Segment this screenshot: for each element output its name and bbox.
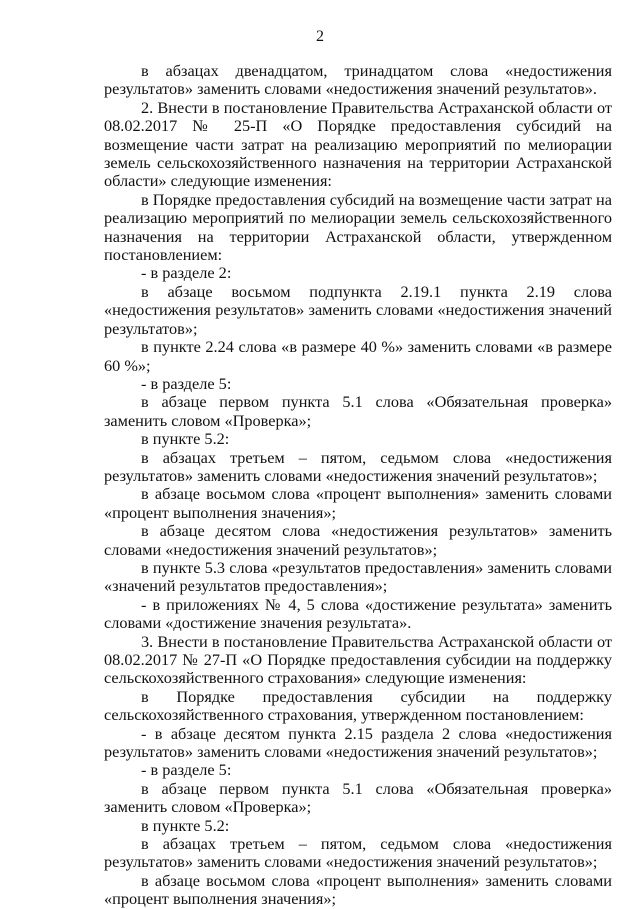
paragraph: 2. Внести в постановление Правительства Астраханской области от 08.02.2017 № 25-П «О Порядке предоставления субсидий на возмещение части затрат на реализацию мероприятий по мелиорации земель сельскохозяйственного назначения на территории Астраханской области» следующие изменения:: [104, 97, 612, 191]
paragraph: в абзаце десятом слова «недостижения результатов» заменить словами «недостижения значений результатов»;: [104, 521, 612, 559]
paragraph: в Порядке предоставления субсидии на поддержку сельскохозяйственного страхования, утвержденном постановлением:: [104, 686, 612, 725]
paragraph: - в разделе 5:: [141, 760, 232, 780]
paragraph: в Порядке предоставления субсидий на возмещение части затрат на реализацию мероприятий по мелиорации земель сельскохозяйственного назначения на территории Астраханской области, утвержденном постановлением:: [104, 189, 612, 265]
paragraph: в абзаце восьмом подпункта 2.19.1 пункта 2.19 слова «недостижения результатов» заменить словами «недостижения значений результатов»;: [104, 281, 612, 338]
paragraph: в пункте 5.2:: [141, 429, 230, 449]
paragraph: - в разделе 2:: [141, 263, 232, 283]
page-number: 2: [316, 28, 324, 45]
paragraph: в абзаце восьмом слова «процент выполнения» заменить словами «процент выполнения значения»;: [104, 870, 612, 909]
paragraph: - в приложениях № 4, 5 слова «достижение результата» заменить словами «достижение значения результата».: [104, 594, 612, 633]
document-body: [104, 62, 612, 909]
paragraph: в пункте 5.2:: [141, 815, 230, 835]
paragraph: в абзацах третьем – пятом, седьмом слова «недостижения результатов» заменить словами «недостижения значений результатов»;: [104, 447, 612, 485]
paragraph: в пункте 5.3 слова «результатов предоставления» заменить словами «значений результатов предоставления»;: [104, 557, 612, 596]
paragraph: - в разделе 5:: [141, 373, 232, 393]
paragraph: в пункте 2.24 слова «в размере 40 %» заменить словами «в размере 60 %»;: [104, 337, 612, 375]
paragraph: в абзаце первом пункта 5.1 слова «Обязательная проверка» заменить словом «Проверка»;: [104, 392, 612, 430]
paragraph: в абзацах двенадцатом, тринадцатом слова «недостижения результатов» заменить словами «недостижения значений результатов».: [104, 61, 612, 99]
paragraph: в абзаце восьмом слова «процент выполнения» заменить словами «процент выполнения значения»;: [104, 484, 612, 522]
paragraph: - в абзаце десятом пункта 2.15 раздела 2 слова «недостижения результатов» заменить словами «недостижения значений результатов»;: [104, 723, 612, 762]
paragraph: в абзацах третьем – пятом, седьмом слова «недостижения результатов» заменить словами «недостижения значений результатов»;: [104, 834, 612, 872]
paragraph: в абзаце первом пункта 5.1 слова «Обязательная проверка» заменить словом «Проверка»;: [104, 778, 612, 817]
paragraph: 3. Внести в постановление Правительства Астраханской области от 08.02.2017 № 27-П «О Порядке предоставления субсидии на поддержку сельскохозяйственного страхования» следующие изменения:: [104, 631, 612, 688]
